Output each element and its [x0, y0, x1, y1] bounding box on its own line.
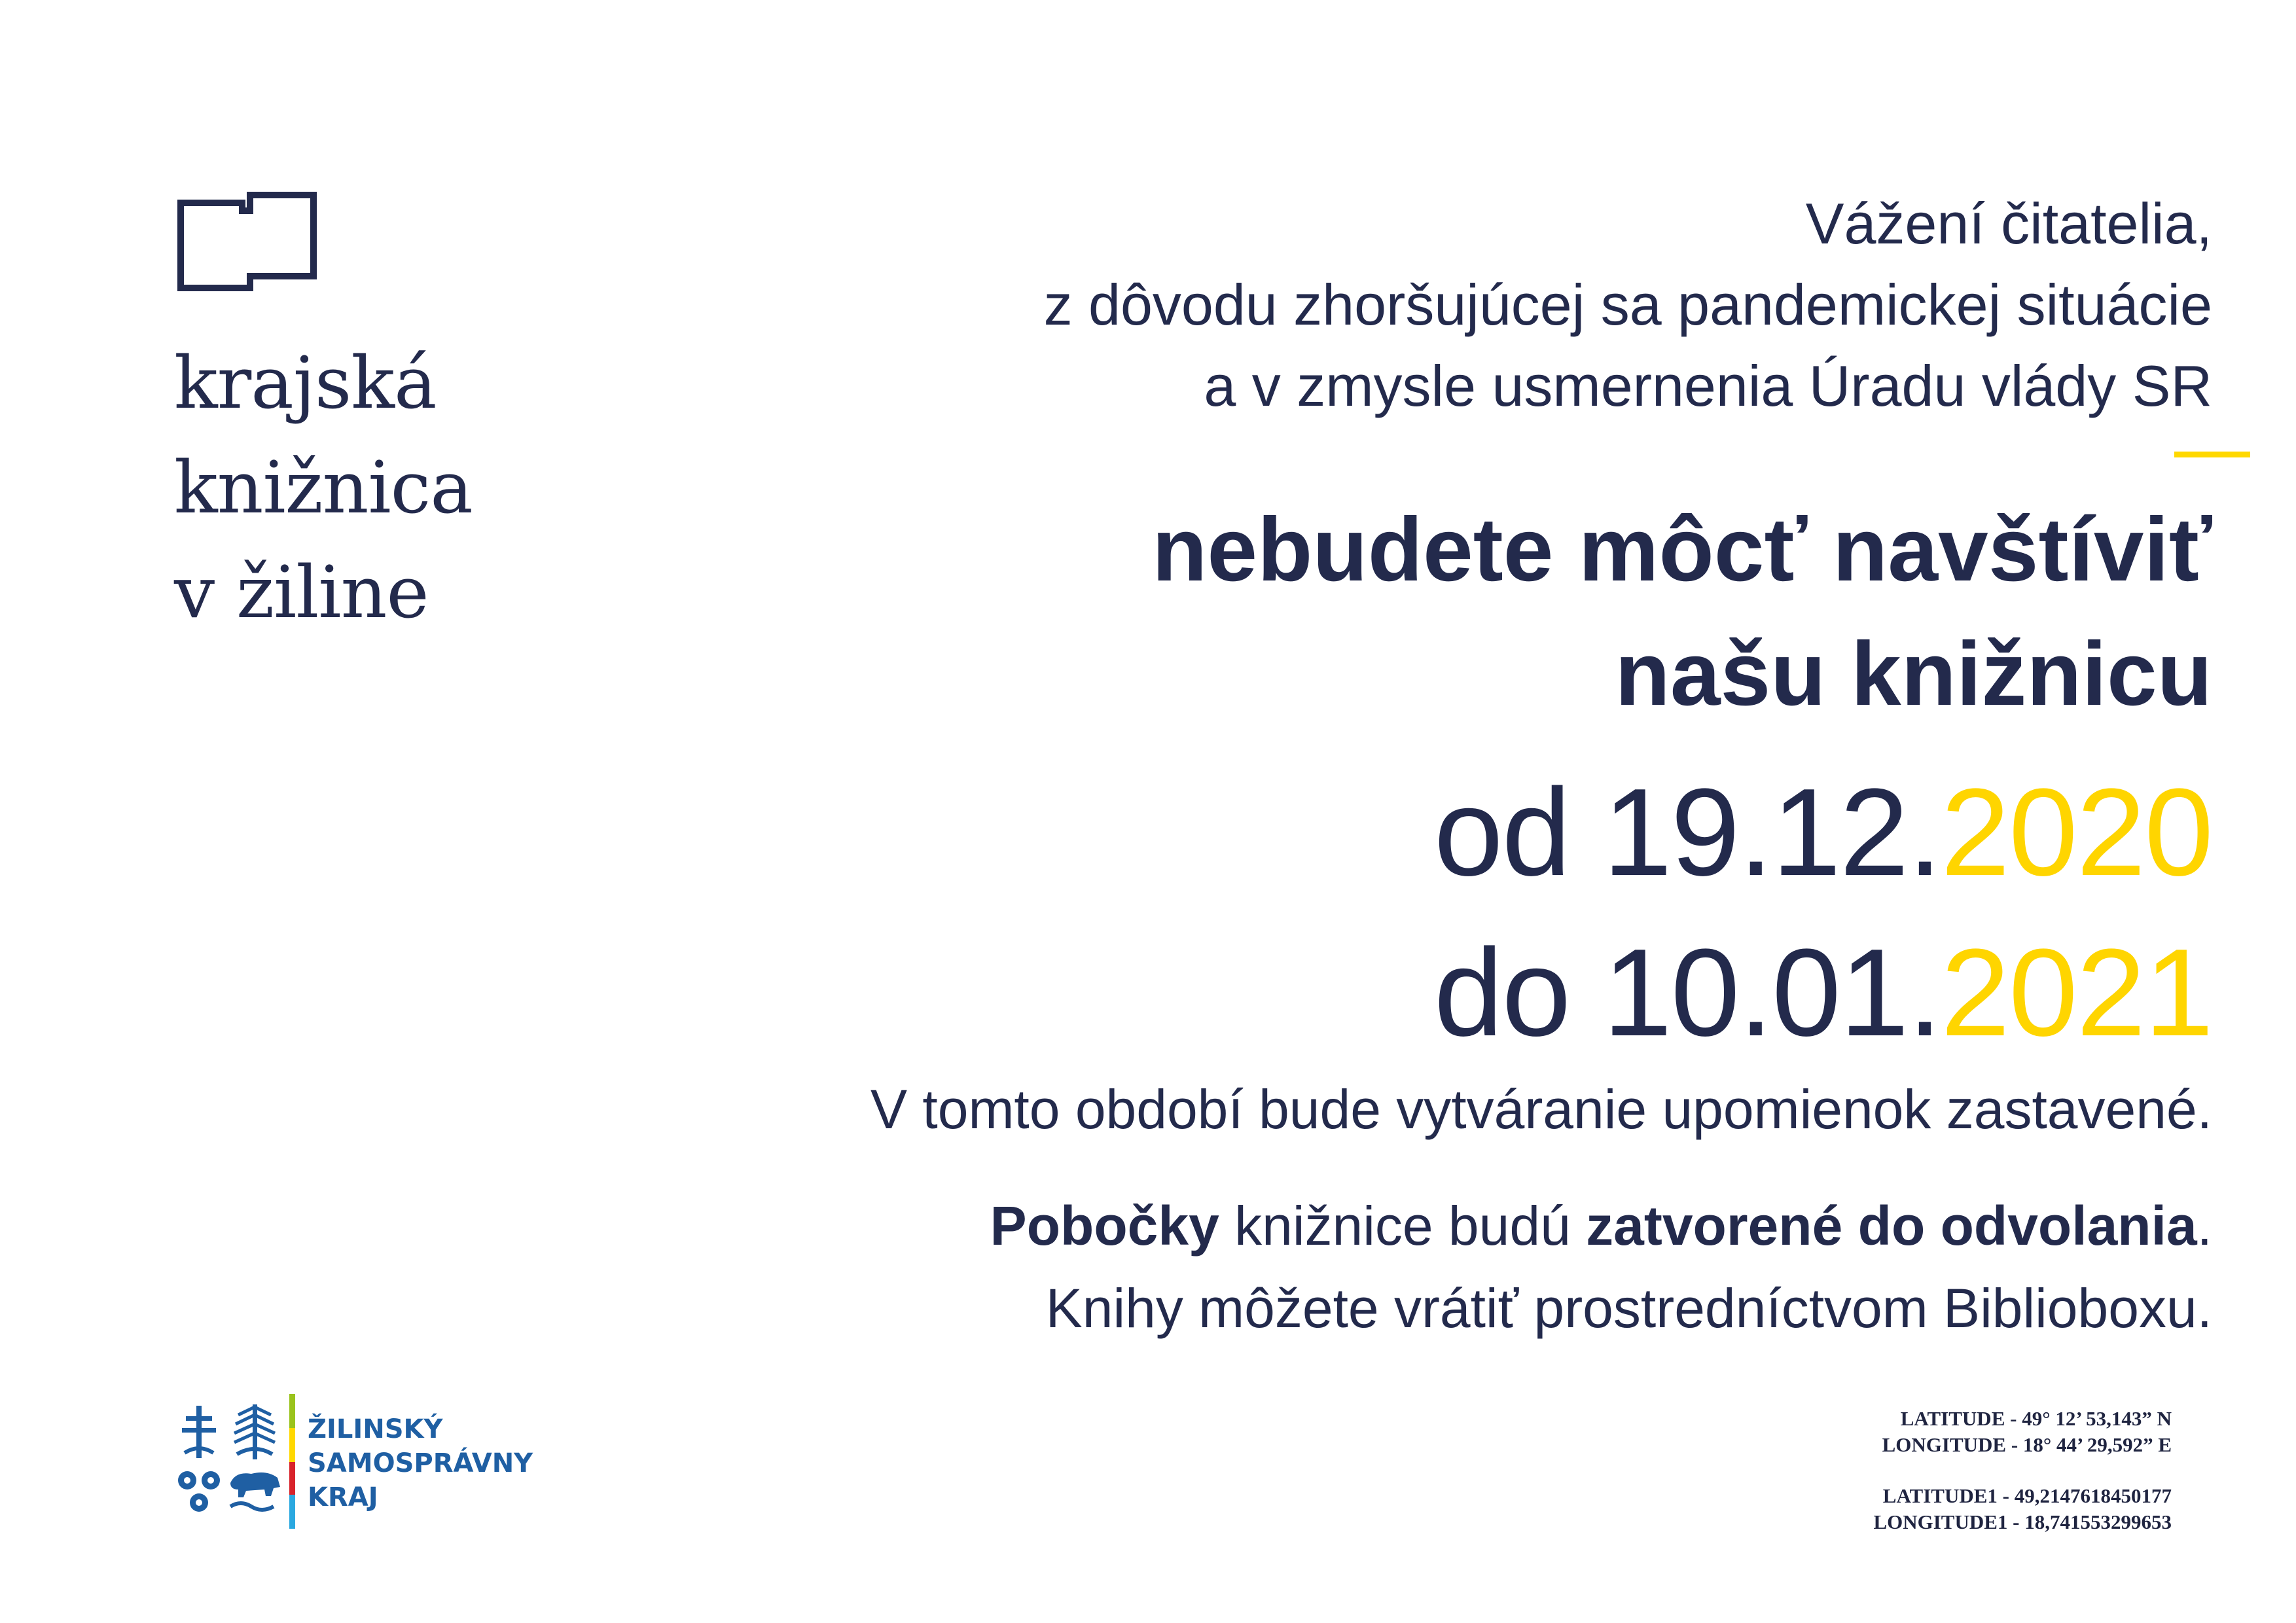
- coordinates-block: [1873, 1406, 2172, 1535]
- branches-line-1: [990, 1185, 2212, 1267]
- date-from-year: 2020: [1941, 763, 2212, 902]
- reminders-note: V tomto období bude vytváranie upomienok zastavené.: [870, 1079, 2212, 1140]
- library-logo-line-1: krajská: [174, 341, 437, 425]
- date-from: [1434, 753, 2212, 913]
- longitude-decimal: LONGITUDE1 - 18,741553299653: [1873, 1510, 2172, 1533]
- branches-text-2: .: [2197, 1195, 2212, 1257]
- date-from-day: od 19.12.: [1433, 763, 1941, 902]
- region-name-line-1: ŽILINSKÝ: [308, 1414, 443, 1444]
- date-to-year: 2021: [1941, 923, 2212, 1062]
- greeting-block: [1044, 183, 2212, 427]
- region-name: [308, 1412, 533, 1514]
- branches-text-1: knižnice budú: [1219, 1195, 1587, 1257]
- date-to: [1434, 913, 2212, 1073]
- branches-info: [990, 1185, 2212, 1349]
- accent-divider: [2174, 452, 2250, 457]
- branches-line-2: Knihy môžete vrátiť prostredníctvom Biblioboxu.: [1045, 1277, 2212, 1339]
- greeting-line-3: a v zmysle usmernenia Úradu vlády SR: [1204, 353, 2212, 418]
- library-logo-line-3: v žiline: [174, 550, 429, 634]
- latitude-dms: LATITUDE - 49° 12’ 53,143” N: [1900, 1407, 2172, 1430]
- branches-bold-2: zatvorené do odvolania: [1586, 1195, 2197, 1257]
- library-logo-text: [174, 330, 632, 645]
- headline-line-2: našu knižnicu: [1615, 624, 2212, 724]
- headline: [1152, 488, 2212, 736]
- longitude-dms: LONGITUDE - 18° 44’ 29,592” E: [1882, 1433, 2172, 1456]
- date-to-day: do 10.01.: [1433, 923, 1941, 1062]
- greeting-line-1: Vážení čitatelia,: [1805, 191, 2212, 256]
- region-name-line-2: SAMOSPRÁVNY: [308, 1448, 533, 1478]
- branches-bold-1: Pobočky: [990, 1195, 1219, 1257]
- coordinates-gap: [1873, 1458, 2172, 1483]
- region-name-line-3: KRAJ: [308, 1482, 378, 1512]
- coat-of-arms-icon: [175, 1400, 283, 1518]
- open-book-frame-icon: [177, 187, 317, 292]
- headline-line-1: nebudete môcť navštíviť: [1152, 499, 2212, 600]
- greeting-line-2: z dôvodu zhoršujúcej sa pandemickej situácie: [1043, 272, 2212, 337]
- region-color-bar: [289, 1394, 295, 1529]
- latitude-decimal: LATITUDE1 - 49,2147618450177: [1882, 1484, 2172, 1507]
- closure-dates: [1434, 753, 2212, 1073]
- library-logo-line-2: knižnica: [174, 446, 473, 529]
